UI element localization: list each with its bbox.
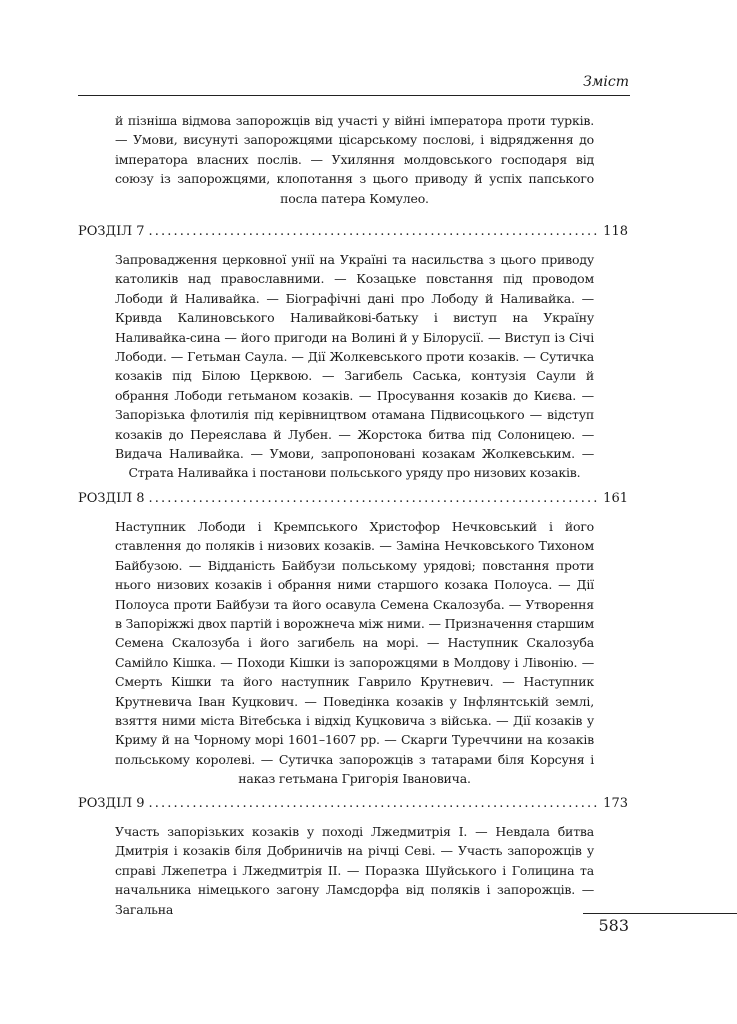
chapter-page-number: 161 — [603, 491, 628, 506]
toc-entry-chapter-7[interactable] — [78, 224, 628, 244]
running-head — [78, 74, 629, 94]
footer-rule — [583, 913, 737, 914]
page-number: 583 — [598, 916, 629, 935]
toc-entry-chapter-9[interactable] — [78, 796, 628, 816]
chapter-8-summary: Наступник Лободи і Кремпського Христофор Нечковський і його ставлення до поляків і низових козаків. — Заміна Нечковського Тихоном Байбузою. — Відданість Байбузи польському урядові; повстання проти нього низових козаків і обрання ними старшого козака Полоуса. — Дії Полоуса проти Байбузи та його осавула Семена Скалозуба. — Утворення в Запоріжжі двох партій і ворожнеча між ними. — Призначення старшим Семена Скалозуба і його загибель на морі. — Наступник Скалозуба Самійло Кішка. — Походи Кішки із запорожцями в Молдову і Лівонію. — Смерть Кішки та його наступник Гаврило Крутневич. — Наступник Крутневича Іван Куцкович. — Поведінка козаків у Інфлянтській землі, взяття ними міста Вітебська і відхід Куцковича з війська. — Дії козаків у Криму й на Чорному морі 1601–1607 рр. — Скарги Туреччини на козаків польському королеві. — Сутичка запорожців з татарами біля Корсуня і наказ гетьмана Григорія Івановича. — [115, 519, 594, 787]
chapter-label: РОЗДІЛ 8 — [78, 491, 145, 506]
chapter-label: РОЗДІЛ 7 — [78, 224, 145, 239]
toc-entry-chapter-8[interactable] — [78, 491, 628, 511]
chapter-9-summary: Участь запорізьких козаків у поході Лжедмитрія І. — Невдала битва Дмитрія і козаків біля Добриничів на річці Севі. — Участь запорожців у справі Лжепетра і Лжедмитрія ІІ. — Поразка Шуйського і Голицина та начальника німецького загону Ламсдорфа від поляків і запорожців. — Загальна — [115, 824, 594, 917]
running-title: Зміст — [583, 74, 629, 90]
header-rule — [78, 95, 630, 96]
leader-dots — [148, 796, 599, 811]
chapter-label: РОЗДІЛ 9 — [78, 796, 145, 811]
chapter-page-number: 118 — [603, 224, 628, 239]
leader-dots — [148, 224, 599, 239]
chapter-7-summary: Запровадження церковної унії на Україні та насильства з цього приводу католиків над православними. — Козацьке повстання під проводом Лободи й Наливайка. — Біографічні дані про Лободу й Наливайка. — Кривда Калиновського Наливайкові-батьку і виступ на Україну Наливайка-сина — його пригоди на Волині й у Білорусії. — Виступ із Січі Лободи. — Гетьман Саула. — Дії Жолкевського проти козаків. — Сутичка козаків під Білою Церквою. — Загибель Саська, контузія Саули й обрання Лободи гетьманом козаків. — Просування козаків до Києва. — Запорізька флотилія під керівництвом отамана Підвисоцького — відступ козаків до Переяслава й Лубен. — Жорстока битва під Солоницею. — Видача Наливайка. — Умови, запропоновані козакам Жолкевським. — Страта Наливайка і постанови польського уряду про низових козаків. — [115, 252, 594, 481]
leader-dots — [148, 491, 599, 506]
chapter-page-number: 173 — [603, 796, 628, 811]
intro-paragraph: й пізніша відмова запорожців від участі у війні імператора проти турків. — Умови, висунуті запорожцями цісарському послові, і відрядження до імператора власних послів. — Ухиляння молдовського господаря від союзу із запорожцями, клопотання з цього приводу й успіх папського посла патера Комулео. — [115, 113, 594, 206]
